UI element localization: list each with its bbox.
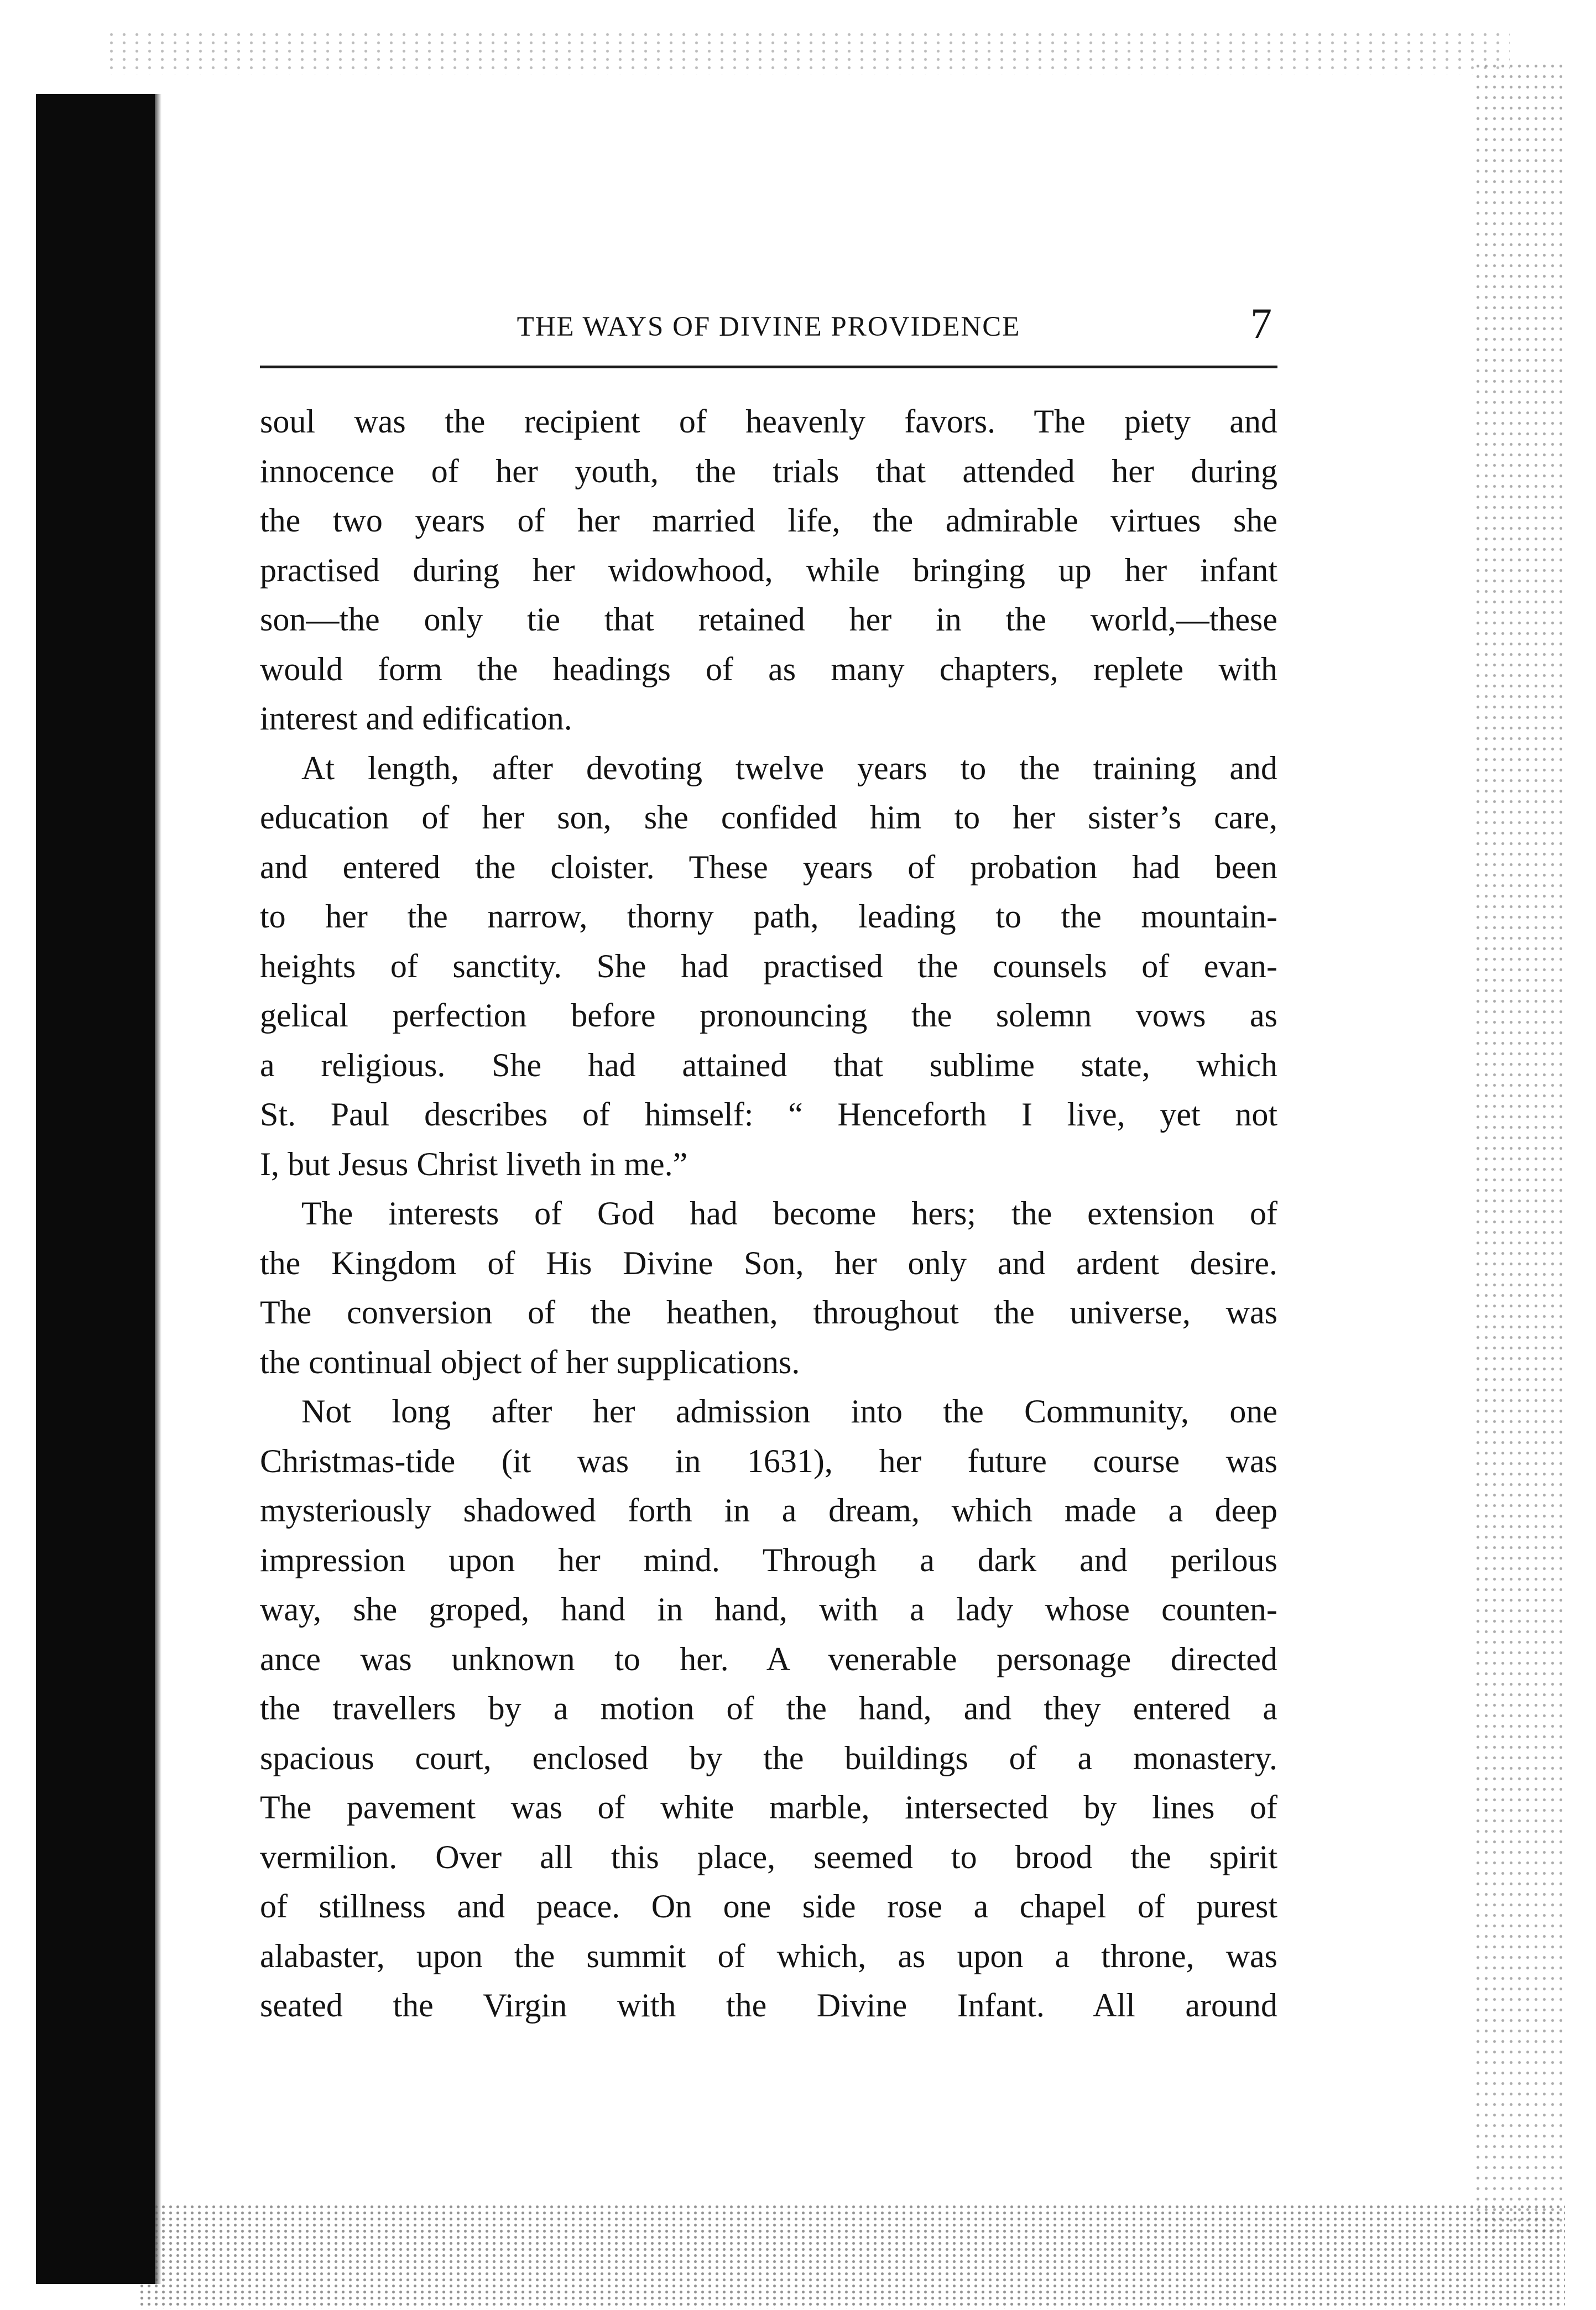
text-line: Not long after her admission into the Community, one — [301, 1393, 1277, 1430]
paragraph — [260, 1387, 1277, 2031]
text-line: mysteriously shadowed forth in a dream, which made a deep — [260, 1492, 1277, 1529]
text-line: The pavement was of white marble, intersected by lines of — [260, 1789, 1277, 1826]
text-line: seated the Virgin with the Divine Infant. All around — [260, 1987, 1277, 2024]
header-rule — [260, 366, 1277, 368]
text-line: Christmas-tide (it was in 1631), her future course was — [260, 1442, 1277, 1479]
text-line: way, she groped, hand in hand, with a lady whose counten- — [260, 1591, 1277, 1628]
text-line: vermilion. Over all this place, seemed to brood the spirit — [260, 1838, 1277, 1875]
text-line: the continual object of her supplications. — [260, 1343, 800, 1380]
text-line: to her the narrow, thorny path, leading to the mountain- — [260, 898, 1277, 935]
page-number: 7 — [1250, 299, 1272, 347]
text-line: impression upon her mind. Through a dark and perilous — [260, 1541, 1277, 1578]
paragraph — [260, 1189, 1277, 1387]
running-title: THE WAYS OF DIVINE PROVIDENCE — [517, 311, 1021, 342]
text-line: The conversion of the heathen, throughout the universe, was — [260, 1294, 1277, 1331]
text-line: St. Paul describes of himself: “ Henceforth I live, yet not — [260, 1096, 1277, 1133]
text-line: spacious court, enclosed by the buildings of a monastery. — [260, 1739, 1277, 1776]
text-line: would form the headings of as many chapters, replete with — [260, 650, 1277, 687]
body-text — [260, 397, 1277, 2031]
scan-noise-top — [105, 30, 1510, 75]
text-line: education of her son, she confided him to her sister’s care, — [260, 799, 1277, 836]
text-line: of stillness and peace. On one side rose a chapel of purest — [260, 1888, 1277, 1925]
text-line: heights of sanctity. She had practised the counsels of evan- — [260, 947, 1277, 984]
text-line: the Kingdom of His Divine Son, her only and ardent desire. — [260, 1244, 1277, 1281]
scan-noise-bottom — [138, 2204, 1565, 2309]
page-header — [260, 299, 1277, 359]
scan-noise-right — [1474, 61, 1562, 2234]
text-line: ance was unknown to her. A venerable personage directed — [260, 1640, 1277, 1677]
text-line: practised during her widowhood, while bringing up her infant — [260, 551, 1277, 588]
paragraph — [260, 744, 1277, 1190]
text-line: a religious. She had attained that sublime state, which — [260, 1046, 1277, 1083]
text-line: son—the only tie that retained her in the world,—these — [260, 601, 1277, 638]
text-line: interest and edification. — [260, 700, 572, 737]
text-line: I, but Jesus Christ liveth in me.” — [260, 1145, 688, 1182]
text-line: soul was the recipient of heavenly favors. The piety and — [260, 403, 1277, 440]
binding-shadow — [36, 94, 155, 2284]
text-line: gelical perfection before pronouncing the solemn vows as — [260, 997, 1277, 1034]
text-line: the travellers by a motion of the hand, and they entered a — [260, 1690, 1277, 1727]
text-line: and entered the cloister. These years of probation had been — [260, 848, 1277, 885]
paragraph — [260, 397, 1277, 744]
text-line: the two years of her married life, the admirable virtues she — [260, 502, 1277, 539]
text-line: At length, after devoting twelve years to the training and — [301, 749, 1277, 786]
binding-shadow-fade — [155, 94, 161, 2284]
text-line: alabaster, upon the summit of which, as upon a throne, was — [260, 1937, 1277, 1974]
text-line: The interests of God had become hers; the extension of — [301, 1195, 1277, 1232]
text-line: innocence of her youth, the trials that attended her during — [260, 452, 1277, 489]
